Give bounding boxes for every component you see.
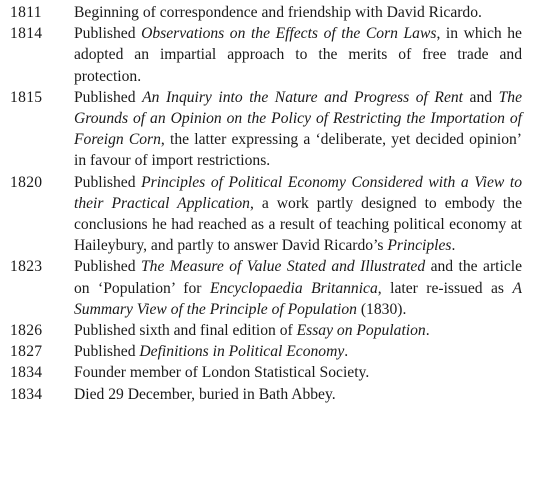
entry-title-italic: The Measure of Value Stated and Illustrated [140, 258, 426, 276]
entry-text [74, 320, 522, 341]
entry-text [74, 23, 522, 87]
entry-text-segment: Died 29 December, buried in Bath Abbey. [74, 385, 336, 403]
chronology-entry [10, 87, 522, 172]
entry-text [74, 256, 522, 320]
chronology-entry [10, 320, 522, 341]
entry-title-italic: Observations on the Effects of the Corn Laws [141, 25, 437, 43]
entry-text [74, 172, 522, 257]
chronology-list [10, 2, 522, 405]
entry-text [74, 341, 522, 362]
entry-text-segment: . [425, 322, 430, 340]
entry-title-italic: Essay on Population [296, 322, 426, 340]
entry-text-segment: and the article on ‘Population’ for [74, 258, 522, 297]
entry-text-segment: , the latter expressing a ‘deliberate, yet decided opinion’ in favour of import restrictions. [74, 131, 522, 170]
chronology-entry [10, 341, 522, 362]
entry-year: 1827 [10, 343, 43, 361]
entry-text-segment: Published [74, 25, 142, 43]
entry-text-segment: Beginning of correspondence and friendship with David Ricardo. [74, 4, 482, 21]
entry-title-italic: Encyclopaedia Britannica [209, 279, 378, 297]
entry-text-segment: (1830). [356, 300, 407, 318]
entry-title-italic: The Grounds of an Opinion on the Policy of Restricting the Importation of Foreign Corn [74, 88, 523, 149]
entry-text-segment: , in which he adopted an impartial approach to the merits of free trade and protection. [74, 25, 522, 85]
entry-text-segment: , a work partly designed to embody the conclusions he had reached as a result of teaching political economy at Haileybury, and partly to answer David Ricardo’s [74, 194, 522, 255]
entry-text-segment: . [451, 237, 456, 255]
chronology-entry [10, 384, 522, 405]
chronology-entry [10, 256, 522, 320]
chronology-entry [10, 172, 522, 257]
entry-text-segment: Published [74, 88, 143, 106]
entry-text [74, 384, 522, 405]
entry-year: 1815 [10, 88, 43, 106]
entry-text [74, 2, 522, 23]
entry-text-segment: Published [74, 343, 140, 361]
entry-year: 1823 [10, 258, 43, 276]
entry-year: 1826 [10, 322, 43, 340]
entry-year: 1834 [10, 385, 43, 403]
entry-title-italic: Principles of Political Economy Considered with a View to their Practical Application [74, 173, 522, 212]
entry-year: 1834 [10, 364, 43, 382]
entry-title-italic: An Inquiry into the Nature and Progress of Rent [142, 88, 463, 106]
entry-text-segment: Founder member of London Statistical Society. [74, 364, 370, 382]
entry-year: 1820 [10, 173, 43, 191]
entry-text-segment: Published [74, 173, 142, 191]
entry-text-segment: and [463, 88, 499, 106]
entry-title-italic: Principles [387, 237, 452, 255]
entry-title-italic: Definitions in Political Economy [139, 343, 345, 361]
entry-text-segment: Published [74, 258, 141, 276]
entry-year: 1814 [10, 25, 43, 43]
entry-year: 1811 [10, 4, 42, 21]
entry-text [74, 87, 522, 172]
entry-text-segment: , later re-issued as [377, 279, 513, 297]
entry-title-italic: A Summary View of the Principle of Population [74, 279, 522, 318]
chronology-entry [10, 23, 522, 87]
entry-text-segment: Published sixth and final edition of [74, 322, 297, 340]
entry-text-segment: . [344, 343, 349, 361]
chronology-entry [10, 2, 522, 23]
chronology-entry [10, 362, 522, 383]
entry-text [74, 362, 522, 383]
